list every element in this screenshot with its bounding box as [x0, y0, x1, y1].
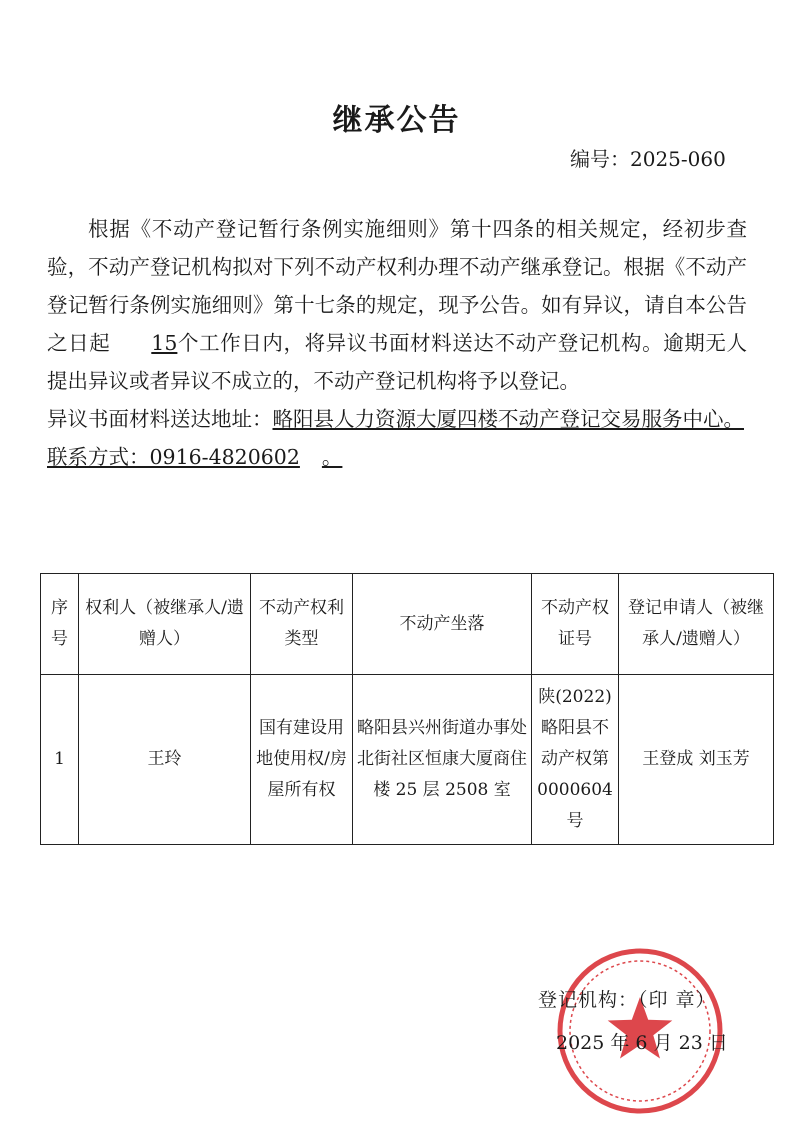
address-label: 异议书面材料送达地址： [47, 407, 273, 431]
address-line [47, 400, 747, 438]
contact-line [47, 438, 747, 476]
cell-right-type: 国有建设用地使用权/房屋所有权 [251, 675, 353, 845]
body-paragraph [47, 210, 747, 400]
header-certificate: 不动产权证号 [532, 574, 619, 675]
header-right-type: 不动产权利类型 [251, 574, 353, 675]
days-value: 15 [151, 331, 178, 355]
announcement-title: 继承公告 [332, 103, 461, 138]
cell-applicant: 王登成 刘玉芳 [619, 675, 774, 845]
header-location: 不动产坐落 [353, 574, 532, 675]
issue-date: 2025 年 6 月 23 日 [556, 1032, 728, 1054]
table-header-row [41, 574, 774, 675]
announcement-body [47, 210, 747, 476]
header-applicant: 登记申请人（被继承人/遗赠人） [619, 574, 774, 675]
contact-tail: 。 [321, 445, 343, 469]
contact-value: 0916-4820602 [149, 445, 300, 469]
cell-right-holder: 王玲 [79, 675, 251, 845]
address-value: 略阳县人力资源大厦四楼不动产登记交易服务中心。 [272, 407, 744, 431]
header-right-holder: 权利人（被继承人/遗赠人） [79, 574, 251, 675]
table-row [41, 675, 774, 845]
announcement-number: 编号：2025-060 [570, 147, 726, 171]
cell-location: 略阳县兴州街道办事处北街社区恒康大厦商住楼 25 层 2508 室 [353, 675, 532, 845]
cell-seq: 1 [41, 675, 79, 845]
header-seq: 序号 [41, 574, 79, 675]
body-text-tail: 个工作日内，将异议书面材料送达不动产登记机构。逾期无人提出异议或者异议不成立的，不动产登记机构将予以登记。 [47, 331, 748, 393]
cell-certificate: 陕(2022)略阳县不动产权第0000604号 [532, 675, 619, 845]
contact-label: 联系方式： [47, 445, 150, 469]
registration-org: 登记机构：（印 章） [538, 989, 716, 1011]
property-table [40, 573, 774, 845]
body-text-main: 根据《不动产登记暂行条例实施细则》第十四条的相关规定，经初步查验，不动产登记机构拟对下列不动产权利办理不动产继承登记。根据《不动产登记暂行条例实施细则》第十七条的规定，现予公告。如有异议，请自本公告之日起 [47, 217, 747, 355]
